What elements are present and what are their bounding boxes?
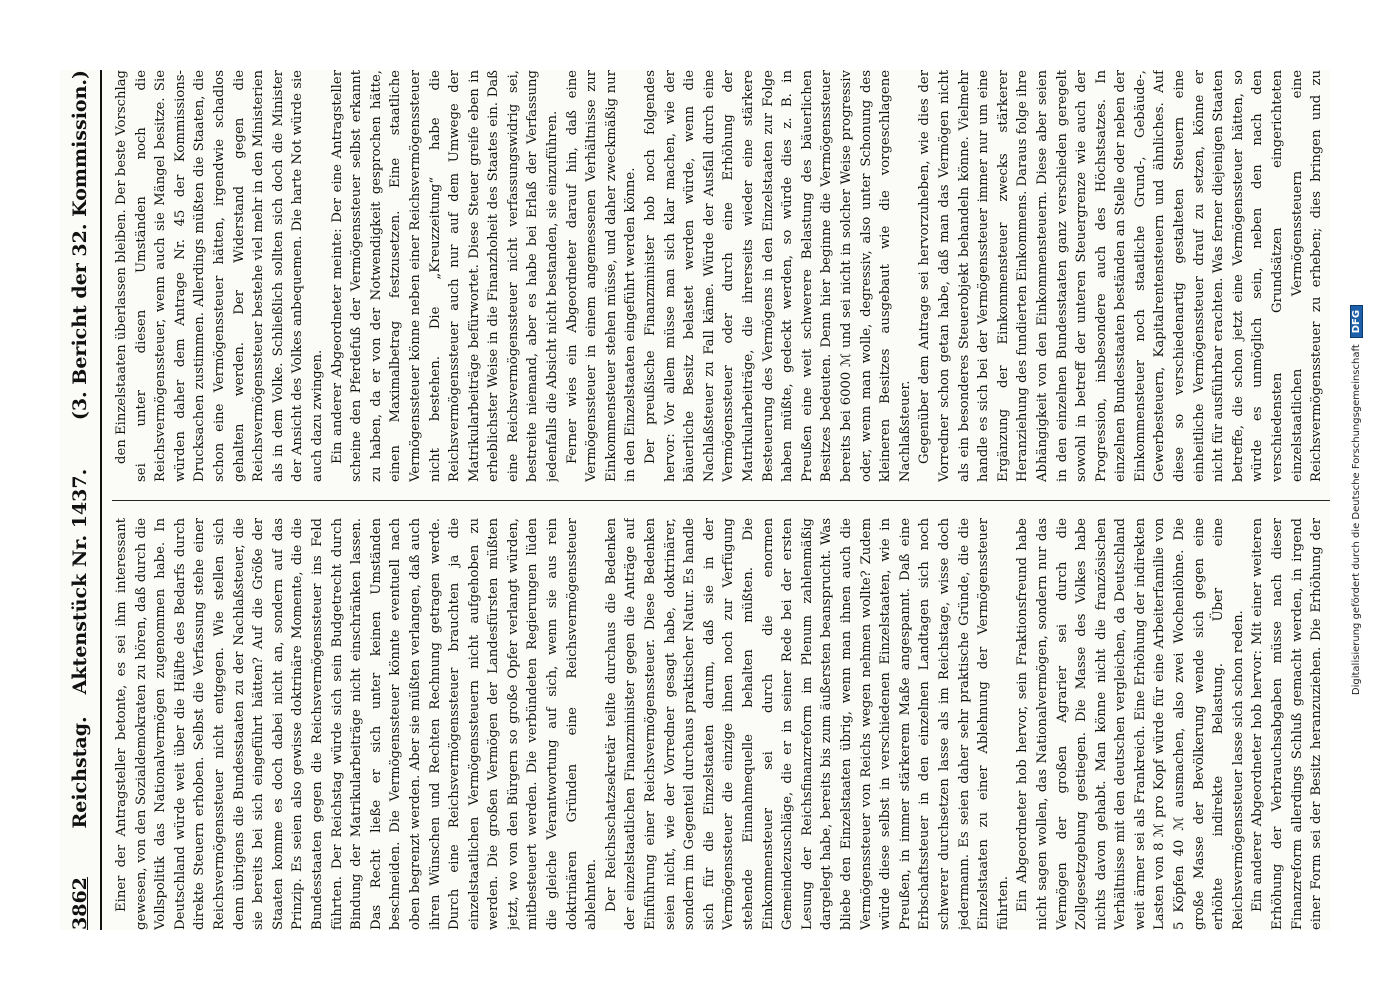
- document-page: [60, 70, 1330, 930]
- right-paragraph-1: den Einzelstaaten überlassen bleiben. Der beste Vorschlag sei unter diesen Umständen noch die Reichsvermögenssteuer, wenn auch sie Mängel besitze. Sie würden daher dem Antrage Nr. 45 der Kommissions-Drucksachen zustimmen. Allerdings müßten die Staaten, die schon eine Vermögenssteuer hätten, irgendwie schadlos gehalten werden. Der Widerstand gegen die Reichsvermögenssteuer bestehe viel mehr in den Ministerien als in dem Volke. Schließlich sollten sich doch die Minister der Ansicht des Volkes anbequemen. Die harte Not würde sie auch dazu zwingen.: [114, 70, 325, 482]
- header-document-ref: Aktenstück Nr. 1437.: [69, 468, 91, 695]
- column-divider: [112, 500, 1330, 501]
- right-column: [112, 70, 1330, 482]
- left-column: [112, 518, 1330, 930]
- left-paragraph-1: Einer der Antragsteller betonte, es sei ihm interessant gewesen, von den Sozialdemokraten zu hören, daß durch die Vollspolitik das Nationalvermögen zugenommen habe. In Deutschland würde weit über die Hälfte des Bedarfs durch direkte Steuern erhoben. Selbst die Verfassung stehe einer Reichsvermögenssteuer nicht entgegen. Wie stellen sich denn übrigens die Bundesstaaten zu der Nachlaßsteuer, die sie bereits bei sich eingeführt hätten? Auf die Größe der Staaten komme es doch dabei nicht an, sondern auf das Prinzip. Es seien also gewisse doktrinäre Momente, die die Bundesstaaten gegen die Reichsvermögenssteuer ins Feld führten. Der Reichstag würde sich sein Budgetrecht durch Bindung der Matrikularbeiträge nicht einschränken lassen. Das Recht ließe er sich unter keinen Umständen beschneiden. Die Vermögenssteuer könnte eventuell nach oben begrenzt werden. Aber sie müßten verlangen, daß auch ihren Wünschen und Rechten Rechnung getragen werde. Durch eine Reichsvermögenssteuer brauchten ja die einzelstaatlichen Vermögenssteuern nicht aufgehoben zu werden. Die großen Vermögen der Landesfürsten müßten jetzt, wo von den Bürgern so große Opfer verlangt würden, mitbesteuert werden. Die verbündeten Regierungen lüden die gleiche Verantwortung auf sich, wenn sie aus rein doktrinären Gründen eine Reichsvermögenssteuer ablehnten.: [114, 518, 600, 930]
- left-paragraph-4: Ein anderer Abgeordneter hob hervor: Mit einer weiteren Erhöhung der Verbrauchsabgaben müsse nach dieser Finanzreform allerdings Schluß gemacht werden, in irgend einer Form sei der Besitz heranzuziehen. Die Erhöhung der: [1250, 518, 1325, 930]
- left-paragraph-2: Der Reichsschatzsekretär teilte durchaus die Bedenken der einzelstaatlichen Finanzminister gegen die Anträge auf Einführung einer Reichsvermögenssteuer. Diese Bedenken seien nicht, wie der Vorredner gesagt habe, doktrinärer, sondern im Gegenteil durchaus praktischer Natur. Es handle sich für die Einzelstaaten darum, daß sie in der Vermögenssteuer die einzige ihnen noch zur Verfügung stehende Einnahmequelle behalten müßten. Die Einkommensteuer sei durch die enormen Gemeindezuschläge, die er in seiner Rede bei der ersten Lesung der Reichsfinanzreform im Plenum zahlenmäßig dargelegt habe, bereits bis zum äußersten beansprucht. Was bliebe den Einzelstaaten übrig, wenn man ihnen auch die Vermögenssteuer von Reichs wegen nehmen wollte? Zudem würde diese selbst in verschiedenen Einzelstaaten, wie in Preußen, in immer stärkerem Maße angespannt. Daß eine Erbschaftssteuer in den einzelnen Landtagen sich noch schwerer durchsetzen lasse als im Reichstage, wisse doch jedermann. Es seien daher sehr praktische Gründe, die die Einzelstaaten zu einer Ablehnung der Vermögenssteuer führten.: [603, 518, 1011, 930]
- dfg-logo: DFG: [1350, 305, 1363, 338]
- header-left-title: Reichstag.: [69, 716, 91, 829]
- page-header: [60, 70, 102, 930]
- right-paragraph-3: Ferner wies ein Abgeordneter darauf hin, daß eine Vermögenssteuer in einem angemessenen Verhältnisse zur Einkommensteuer stehen müsse, und daher zweckmäßig nur in den Einzelstaaten eingeführt werden könne.: [564, 70, 639, 482]
- left-paragraph-3: Ein Abgeordneter hob hervor, sein Fraktionsfreund habe nicht sagen wollen, das Nationalvermögen, sondern nur das Vermögen der großen Agrarier sei durch die Zollgesetzgebung gestiegen. Die Masse des Volkes habe nichts davon gehabt. Man könne nicht die französischen Verhältnisse mit den deutschen vergleichen, da Deutschland weit ärmer sei als Frankreich. Eine Erhöhung der indirekten Lasten von 8 ℳ pro Kopf würde für eine Arbeiterfamilie von 5 Köpfen 40 ℳ ausmachen, also zwei Wochenlöhne. Die große Masse der Bevölkerung wende sich gegen eine erhöhte indirekte Belastung. Über eine Reichsvermögenssteuer lasse sich schon reden.: [1015, 518, 1246, 930]
- digitization-text: Digitalisierung gefördert durch die Deutsche Forschungsgemeinschaft: [1351, 344, 1362, 696]
- header-right-title: (3. Bericht der 32. Kommission.): [69, 70, 91, 421]
- page-number: 3862: [69, 877, 91, 930]
- header-titles: [69, 420, 91, 877]
- digitization-note: [1350, 0, 1363, 1000]
- right-paragraph-4: Der preußische Finanzminister hob noch folgendes hervor: Vor allem müsse man sich klar machen, wie der bäuerliche Besitz belastet werden würde, wenn die Nachlaßsteuer zu Fall käme. Würde der Ausfall durch eine Vermögenssteuer oder durch eine Erhöhung der Matrikularbeiträge, die ihrerseits wieder eine stärkere Besteuerung des Vermögens in den Einzelstaaten zur Folge haben müßte, gedeckt werden, so würde dies z. B. in Preußen eine weit schwerere Belastung des bäuerlichen Besitzes bedeuten. Denn hier beginne die Vermögenssteuer bereits bei 6000 ℳ und sei nicht in solcher Weise progressiv oder, wenn man wolle, degressiv, also unter Schonung des kleineren Besitzes ausgebaut wie die vorgeschlagene Nachlaßsteuer.: [643, 70, 913, 482]
- right-paragraph-2: Ein anderer Abgeordneter meinte: Der eine Antragsteller scheine den Pferdefuß der Vermögenssteuer selbst erkannt zu haben, da er von der Notwendigkeit gesprochen hätte, einen Maximalbetrag festzusetzen. Eine staatliche Vermögenssteuer könne neben einer Reichsvermögenssteuer nicht bestehen. Die „Kreuzzeitung“ habe die Reichsvermögenssteuer auch nur auf dem Umwege der Matrikularbeiträge befürwortet. Diese Steuer greife eben in erheblichster Weise in die Finanzhoheit des Staates ein. Daß eine Reichsvermögenssteuer nicht verfassungswidrig sei, bestreite niemand, aber es habe bei Erlaß der Verfassung jedenfalls die Absicht nicht bestanden, sie einzuführen.: [329, 70, 561, 482]
- right-paragraph-5: Gegenüber dem Antrage sei hervorzuheben, wie dies der Vorredner schon getan habe, daß man das Vermögen nicht als ein besonderes Steuerobjekt behandeln könne. Vielmehr handle es sich bei der Vermögenssteuer immer nur um eine Ergänzung der Einkommensteuer zwecks stärkerer Heranziehung des fundierten Einkommens. Daraus folge ihre Abhängigkeit von den Einkommensteuern. Diese aber seien in den einzelnen Bundesstaaten ganz verschieden geregelt sowohl in betreff der unteren Steuergrenze wie auch der Progression, insbesondere auch des Höchstsatzes. In einzelnen Bundesstaaten beständen an Stelle oder neben der Einkommensteuer noch staatliche Grund-, Gebäude-, Gewerbesteuern, Kapitalrentensteuern und ähnliches. Auf diese so verschiedenartig gestalteten Steuern eine einheitliche Vermögenssteuer drauf zu setzen, könne er nicht für ausführbar erachten. Was ferner diejenigen Staaten betreffe, die schon jetzt eine Vermögenssteuer hätten, so würde es unmöglich sein, neben den nach den verschiedensten Grundsätzen eingerichteten einzelstaatlichen Vermögenssteuern eine Reichsvermögenssteuer zu erheben; dies bringen und zu: [917, 70, 1325, 482]
